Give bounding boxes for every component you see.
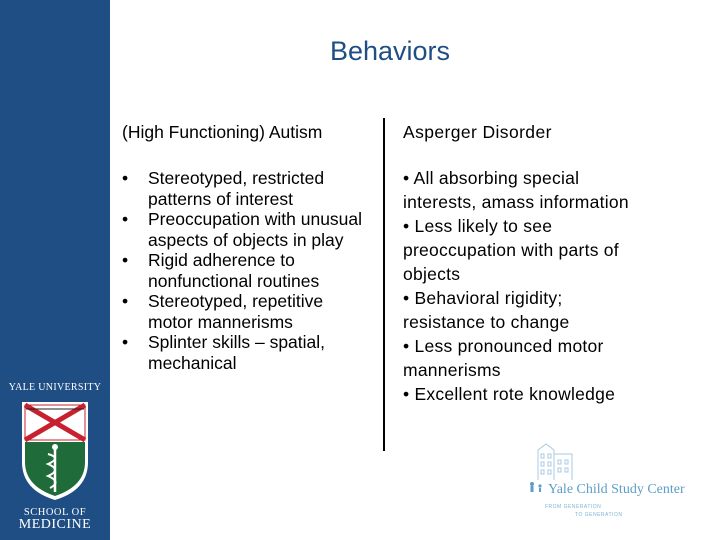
tagline-line-1: FROM GENERATION [545,504,602,510]
autism-column-heading: (High Functioning) Autism [122,122,323,142]
list-line: • Less likely to see [403,216,553,236]
list-line: objects [403,264,461,284]
tagline-line-2: TO GENERATION [575,512,623,518]
autism-behaviors-list [120,168,370,373]
list-item-text: Stereotyped, repetitive motor mannerisms [148,291,324,332]
bullet: • [122,168,129,188]
list-item-text: Preoccupation with unusual aspects of objects in play [148,209,363,250]
child-study-center-name: Yale Child Study Center [548,482,685,497]
list-line: • Behavioral rigidity; [403,288,563,308]
school-of-label: SCHOOL OF [23,507,87,518]
medicine-label: MEDICINE [18,517,92,532]
list-line: • Excellent rote knowledge [403,384,616,404]
bullet: • [122,209,129,229]
list-item [120,291,370,332]
column-divider [383,118,385,451]
list-item [120,209,370,250]
list-line: resistance to change [403,312,570,332]
yale-university-label: YALE UNIVERSITY [8,382,102,393]
yale-medicine-shield-logo [20,400,90,502]
sidebar [0,0,110,540]
list-item [120,250,370,291]
bullet: • [122,250,129,270]
list-line: interests, amass information [403,192,629,212]
asperger-column-heading: Asperger Disorder [403,122,552,142]
bullet: • [122,291,129,311]
list-line: preoccupation with parts of [403,240,619,260]
list-item [120,332,370,373]
list-line: mannerisms [403,360,501,380]
list-item [120,168,370,209]
list-line: • All absorbing special [403,168,580,188]
bullet: • [122,332,129,352]
asperger-behaviors-list [403,166,703,406]
list-line: • Less pronounced motor [403,336,604,356]
list-item-text: Splinter skills – spatial, mechanical [148,332,326,373]
list-item-text: Stereotyped, restricted patterns of interest [148,168,325,209]
page-title: Behaviors [329,36,451,66]
list-item-text: Rigid adherence to nonfunctional routines [148,250,320,291]
